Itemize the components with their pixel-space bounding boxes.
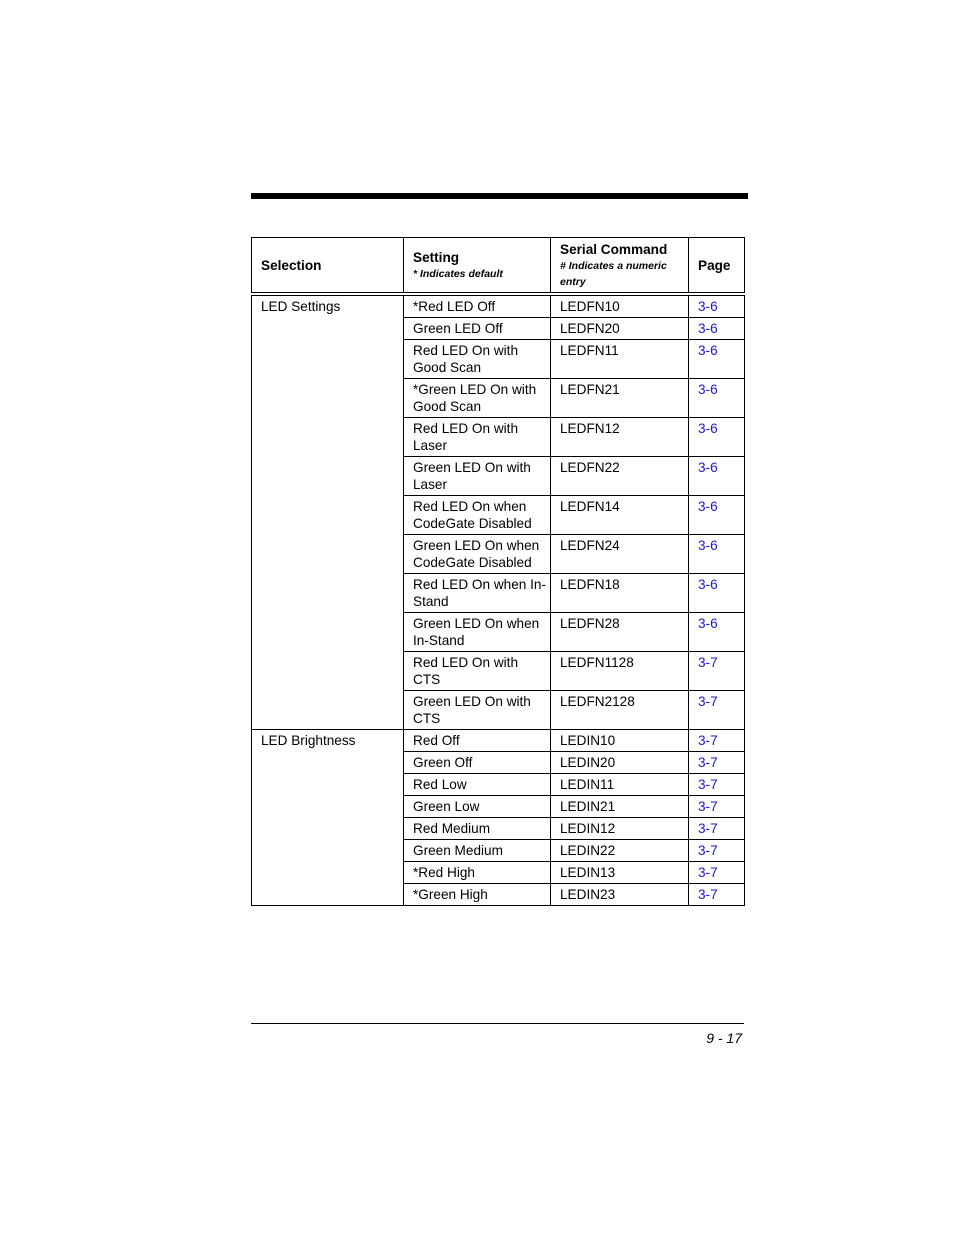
- setting-cell: Green Low: [404, 796, 551, 818]
- page-link[interactable]: 3-6: [698, 382, 718, 397]
- page-number: 9 - 17: [706, 1030, 742, 1046]
- page-cell: [689, 774, 745, 796]
- header-setting: [404, 238, 551, 295]
- setting-cell: Red LED On with Laser: [404, 418, 551, 457]
- command-cell: LEDIN23: [551, 884, 689, 906]
- page-link[interactable]: 3-6: [698, 421, 718, 436]
- table-row: [252, 294, 745, 318]
- page-cell: [689, 613, 745, 652]
- setting-cell: *Red LED Off: [404, 294, 551, 318]
- selection-cell: LED Settings: [252, 294, 404, 730]
- setting-cell: Green LED On with CTS: [404, 691, 551, 730]
- page-cell: [689, 340, 745, 379]
- setting-cell: Green Medium: [404, 840, 551, 862]
- command-cell: LEDFN1128: [551, 652, 689, 691]
- command-cell: LEDFN20: [551, 318, 689, 340]
- page-link[interactable]: 3-7: [698, 865, 718, 880]
- page-cell: [689, 796, 745, 818]
- page-cell: [689, 318, 745, 340]
- setting-cell: Green Off: [404, 752, 551, 774]
- page-link[interactable]: 3-6: [698, 616, 718, 631]
- table-body: [252, 294, 745, 906]
- page-link[interactable]: 3-7: [698, 694, 718, 709]
- command-cell: LEDIN12: [551, 818, 689, 840]
- header-selection: Selection: [252, 238, 404, 295]
- setting-cell: Red Off: [404, 730, 551, 752]
- table-row: [252, 730, 745, 752]
- page-cell: [689, 752, 745, 774]
- command-cell: LEDIN22: [551, 840, 689, 862]
- page-cell: [689, 862, 745, 884]
- command-cell: LEDFN21: [551, 379, 689, 418]
- page-cell: [689, 418, 745, 457]
- page-cell: [689, 294, 745, 318]
- page-cell: [689, 574, 745, 613]
- command-cell: LEDFN10: [551, 294, 689, 318]
- serial-command-table: [251, 237, 745, 906]
- top-rule: [251, 193, 748, 199]
- setting-cell: Green LED On with Laser: [404, 457, 551, 496]
- page-cell: [689, 730, 745, 752]
- setting-cell: Red LED On when CodeGate Disabled: [404, 496, 551, 535]
- table-header-row: [252, 238, 745, 295]
- setting-cell: *Green LED On with Good Scan: [404, 379, 551, 418]
- page-cell: [689, 884, 745, 906]
- header-page: Page: [689, 238, 745, 295]
- page-cell: [689, 652, 745, 691]
- page-link[interactable]: 3-7: [698, 843, 718, 858]
- page-link[interactable]: 3-7: [698, 733, 718, 748]
- page-link[interactable]: 3-6: [698, 321, 718, 336]
- selection-cell: LED Brightness: [252, 730, 404, 906]
- setting-cell: Red LED On when In-Stand: [404, 574, 551, 613]
- command-cell: LEDFN18: [551, 574, 689, 613]
- page-link[interactable]: 3-6: [698, 343, 718, 358]
- command-cell: LEDFN22: [551, 457, 689, 496]
- page-link[interactable]: 3-7: [698, 655, 718, 670]
- page-link[interactable]: 3-7: [698, 755, 718, 770]
- command-cell: LEDFN14: [551, 496, 689, 535]
- page-cell: [689, 818, 745, 840]
- page-cell: [689, 840, 745, 862]
- setting-cell: *Red High: [404, 862, 551, 884]
- page-cell: [689, 379, 745, 418]
- header-setting-note: * Indicates default: [413, 267, 503, 280]
- header-serial-command: [551, 238, 689, 295]
- page-link[interactable]: 3-6: [698, 577, 718, 592]
- setting-cell: Green LED On when CodeGate Disabled: [404, 535, 551, 574]
- command-cell: LEDIN20: [551, 752, 689, 774]
- page-cell: [689, 457, 745, 496]
- setting-cell: Red LED On with Good Scan: [404, 340, 551, 379]
- header-serial-note: # Indicates a numeric entry: [560, 259, 667, 288]
- page-link[interactable]: 3-7: [698, 887, 718, 902]
- setting-cell: Red Medium: [404, 818, 551, 840]
- command-cell: LEDFN28: [551, 613, 689, 652]
- header-serial-command-label: Serial Command: [560, 241, 668, 257]
- page-link[interactable]: 3-7: [698, 821, 718, 836]
- setting-cell: Green LED On when In-Stand: [404, 613, 551, 652]
- command-cell: LEDFN12: [551, 418, 689, 457]
- command-cell: LEDIN11: [551, 774, 689, 796]
- command-cell: LEDIN13: [551, 862, 689, 884]
- page-link[interactable]: 3-6: [698, 538, 718, 553]
- page-link[interactable]: 3-6: [698, 460, 718, 475]
- command-cell: LEDIN10: [551, 730, 689, 752]
- header-setting-label: Setting: [413, 249, 460, 265]
- page-cell: [689, 691, 745, 730]
- setting-cell: *Green High: [404, 884, 551, 906]
- page-link[interactable]: 3-7: [698, 777, 718, 792]
- page-link[interactable]: 3-7: [698, 799, 718, 814]
- setting-cell: Red Low: [404, 774, 551, 796]
- page-cell: [689, 535, 745, 574]
- bottom-rule: [251, 1023, 744, 1024]
- setting-cell: Red LED On with CTS: [404, 652, 551, 691]
- command-cell: LEDFN2128: [551, 691, 689, 730]
- command-cell: LEDFN11: [551, 340, 689, 379]
- page-cell: [689, 496, 745, 535]
- command-cell: LEDIN21: [551, 796, 689, 818]
- page-link[interactable]: 3-6: [698, 299, 718, 314]
- page-link[interactable]: 3-6: [698, 499, 718, 514]
- setting-cell: Green LED Off: [404, 318, 551, 340]
- command-cell: LEDFN24: [551, 535, 689, 574]
